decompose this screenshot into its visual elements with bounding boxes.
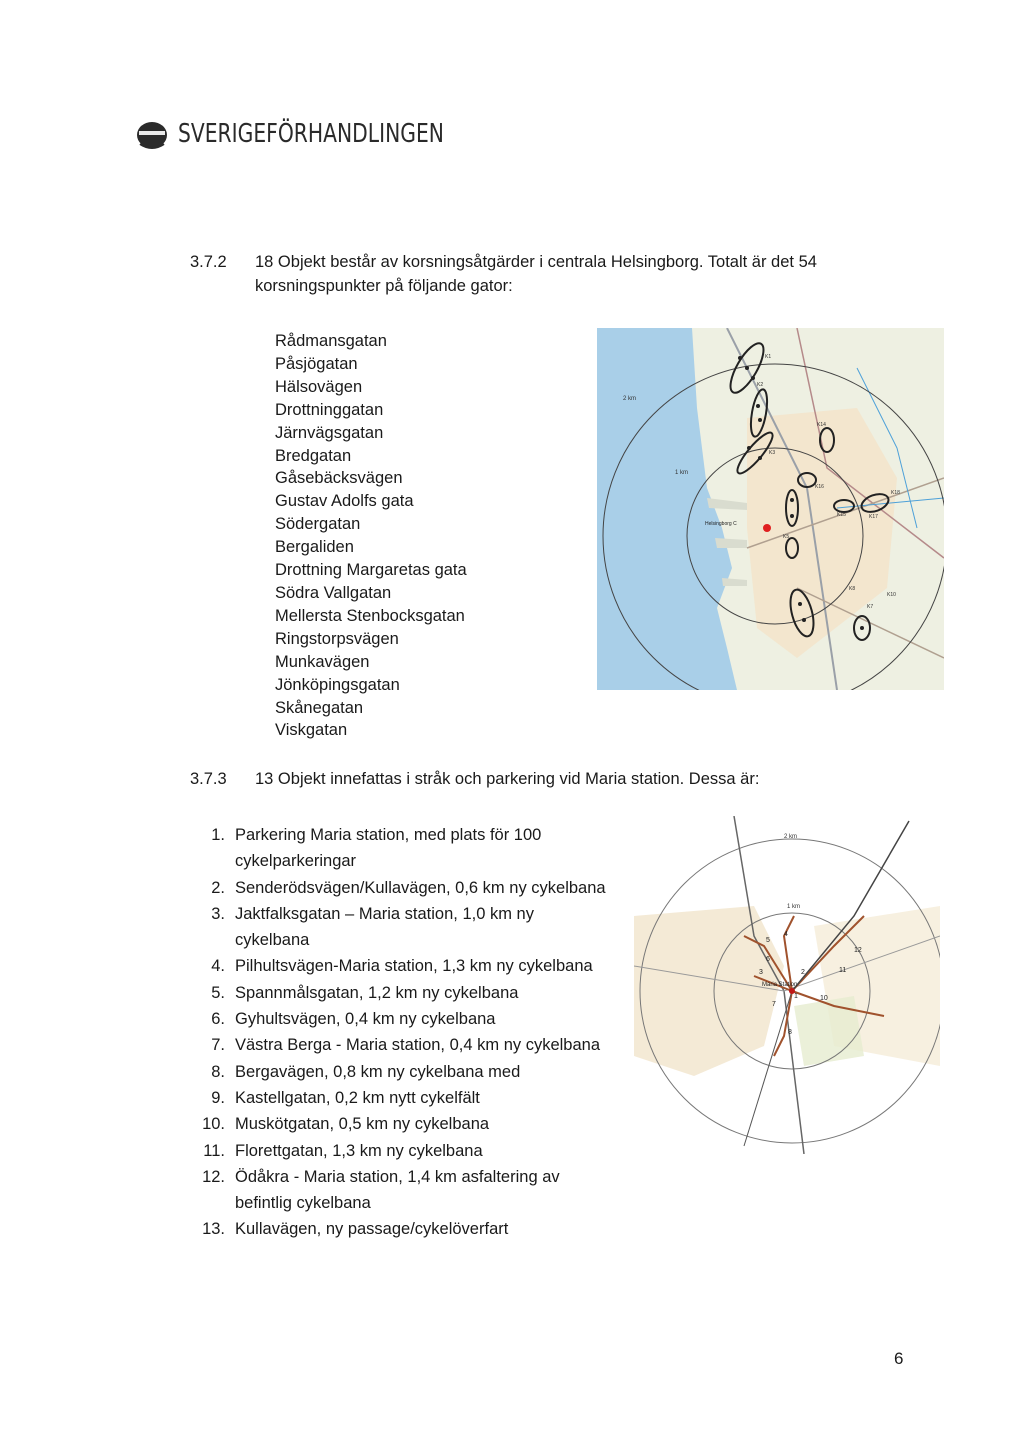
list-item: 10. Muskötgatan, 0,5 km ny cykelbana <box>202 1115 490 1134</box>
section-number-373: 3.7.3 <box>190 770 227 788</box>
map1-ring-label-1km: 1 km <box>675 470 689 476</box>
map1-ring-label-2km: 2 km <box>623 396 637 402</box>
street-item: Skånegatan <box>275 698 364 717</box>
section-372-intro-line1: 18 Objekt består av korsningsåtgärder i centrala Helsingborg. Totalt är det 54 <box>255 253 817 271</box>
logo-mark-icon <box>132 114 172 154</box>
list-item: 6. Gyhultsvägen, 0,4 km ny cykelbana <box>211 1010 496 1029</box>
street-item: Jönköpingsgatan <box>275 675 400 694</box>
map2-route-number: 5 <box>766 937 770 944</box>
header-logo <box>132 114 519 154</box>
map2-route-number: 4 <box>784 931 788 938</box>
object-list <box>195 822 625 1243</box>
list-item: 7. Västra Berga - Maria station, 0,4 km ny cykelbana <box>211 1036 600 1055</box>
list-item: 1. Parkering Maria station, med plats för 100 cykelparkeringar <box>211 826 542 871</box>
list-item: 3. Jaktfalksgatan – Maria station, 1,0 km ny cykelbana <box>211 904 534 950</box>
section-number-372: 3.7.2 <box>190 253 227 271</box>
map1-object-label: K2 <box>757 382 764 388</box>
street-item: Påsjögatan <box>275 354 358 373</box>
map1-object-label: K3 <box>769 450 776 456</box>
street-item: Ringstorpsvägen <box>275 629 399 648</box>
map1-object-label: K17 <box>869 514 878 520</box>
maria-station-map <box>634 816 940 1154</box>
map2-route-number: 2 <box>801 969 805 976</box>
street-item: Mellersta Stenbocksgatan <box>275 606 465 625</box>
map1-object-label: K8 <box>849 586 856 592</box>
street-item: Hälsovägen <box>275 377 363 396</box>
map2-ring-label-1km: 1 km <box>787 904 801 910</box>
section-372-intro-line2: korsningspunkter på följande gator: <box>255 277 513 295</box>
page-number: 6 <box>894 1349 904 1368</box>
street-item: Södra Vallgatan <box>275 583 392 602</box>
map1-object-label: K16 <box>815 484 824 490</box>
map1-object-label: K7 <box>867 604 874 610</box>
map2-route-number: 12 <box>854 947 862 954</box>
map2-route-number: 6 <box>766 956 770 963</box>
street-item: Munkavägen <box>275 652 370 671</box>
list-item: 5. Spannmålsgatan, 1,2 km ny cykelbana <box>211 983 519 1002</box>
map2-ring-label-2km: 2 km <box>784 834 798 840</box>
map2-route-number: 11 <box>839 967 847 974</box>
street-list <box>275 330 467 742</box>
street-item: Viskgatan <box>275 721 348 740</box>
map1-object-label: K10 <box>887 592 896 598</box>
street-item: Södergatan <box>275 515 361 534</box>
map2-route-number: 3 <box>759 969 763 976</box>
map2-station-label: Maria Station <box>762 982 798 988</box>
list-item: 11. Florettgatan, 1,3 km ny cykelbana <box>203 1141 483 1160</box>
helsingborg-map <box>597 328 944 690</box>
street-item: Bergaliden <box>275 538 354 557</box>
street-item: Drottning Margaretas gata <box>275 561 467 580</box>
map2-route-number: 8 <box>788 1029 792 1036</box>
map1-object-label: K15 <box>837 512 846 518</box>
street-item: Järnvägsgatan <box>275 423 384 442</box>
section-373-intro: 13 Objekt innefattas i stråk och parkering vid Maria station. Dessa är: <box>255 770 760 788</box>
list-item: 12. Ödåkra - Maria station, 1,4 km asfaltering av befintlig cykelbana <box>202 1167 560 1213</box>
map2-route-number: 1 <box>794 993 798 1000</box>
map1-object-label: K18 <box>891 490 900 496</box>
list-item: 8. Bergavägen, 0,8 km ny cykelbana med <box>211 1062 521 1081</box>
map1-station-label: Helsingborg C <box>705 521 737 527</box>
street-item: Rådmansgatan <box>275 332 387 350</box>
map1-object-label: K14 <box>817 422 826 428</box>
map1-object-label: K1 <box>765 354 772 360</box>
street-item: Gåsebäcksvägen <box>275 469 403 488</box>
street-item: Drottninggatan <box>275 400 384 419</box>
map2-route-number: 10 <box>820 995 828 1002</box>
street-item: Bredgatan <box>275 446 352 465</box>
list-item: 4. Pilhultsvägen-Maria station, 1,3 km ny cykelbana <box>211 957 593 976</box>
list-item: 13. Kullavägen, ny passage/cykelöverfart <box>202 1220 509 1239</box>
street-item: Gustav Adolfs gata <box>275 492 414 511</box>
list-item: 9. Kastellgatan, 0,2 km nytt cykelfält <box>211 1088 480 1107</box>
map1-object-label: K5 <box>783 534 790 540</box>
station-marker-icon <box>763 524 771 532</box>
logo-text: SVERIGEFÖRHANDLINGEN <box>178 119 444 149</box>
list-item: 2. Senderödsvägen/Kullavägen, 0,6 km ny cykelbana <box>211 878 606 897</box>
map2-route-number: 7 <box>772 1001 776 1008</box>
